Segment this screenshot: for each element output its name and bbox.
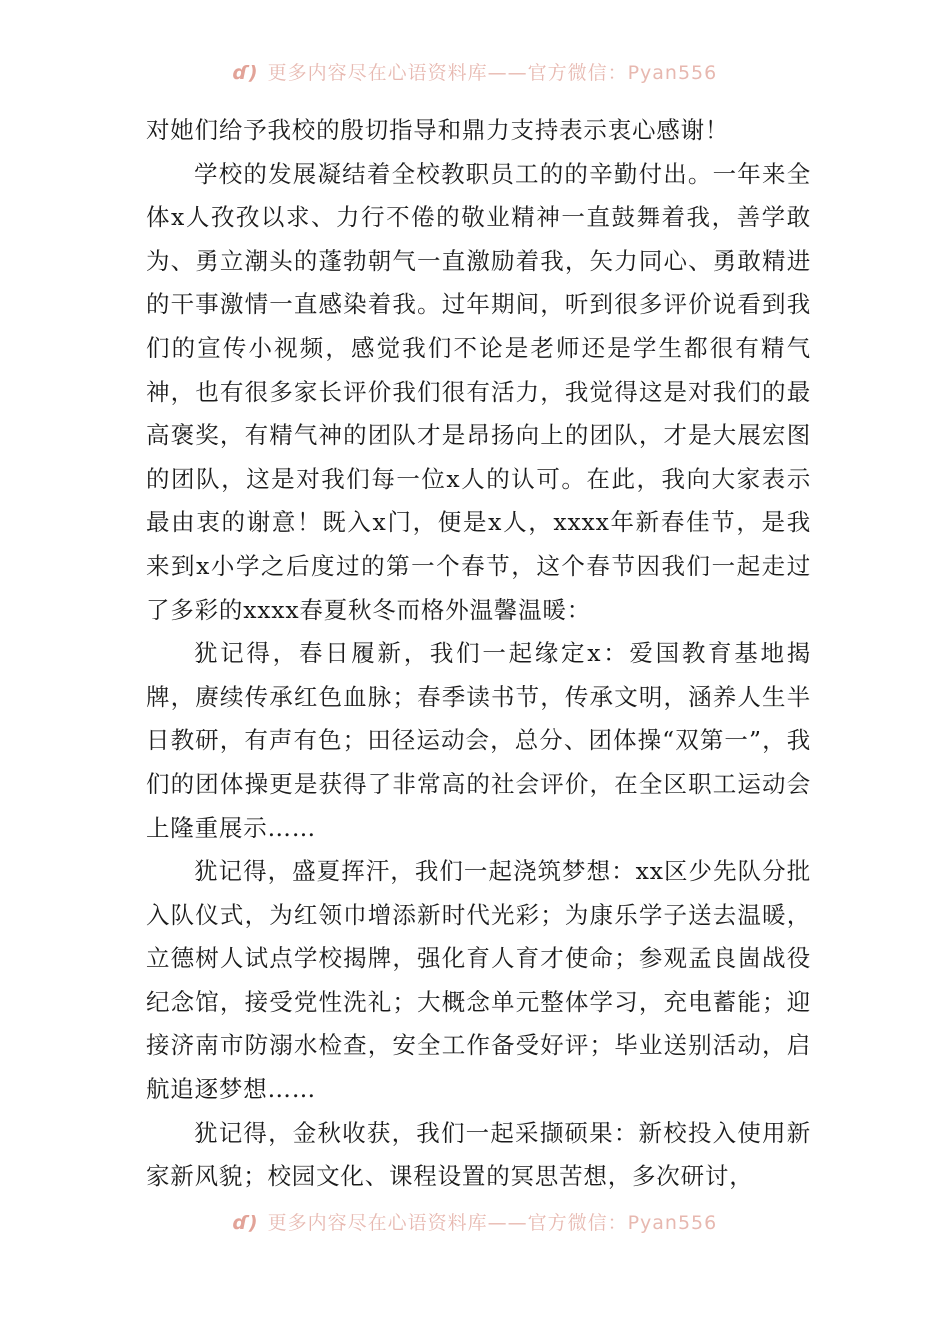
paragraph-2: 学校的发展凝结着全校教职员工的的辛勤付出。一年来全体x人孜孜以求、力行不倦的敬业精神一直鼓舞着我，善学敢为、勇立潮头的蓬勃朝气一直激励着我，矢力同心、勇敢精进的干事激情一直感染着我。过年期间，听到很多评价说看到我们的宣传小视频，感觉我们不论是老师还是学生都很有精气神，也有很多家长评价我们很有活力，我觉得这是对我们的最高褒奖，有精气神的团队才是昂扬向上的团队，才是大展宏图的团队，这是对我们每一位x人的认可。在此，我向大家表示最由衷的谢意！既入x门，便是x人，xxxx年新春佳节，是我来到x小学之后度过的第一个春节，这个春节因我们一起走过了多彩的xxxx春夏秋冬而格外温馨温暖： <box>146 159 811 624</box>
watermark-logo-icon: ɗ) <box>232 1212 259 1234</box>
paragraph-3: 犹记得，春日履新，我们一起缘定x：爱国教育基地揭牌，赓续传承红色血脉；春季读书节，传承文明，涵养人生半日教研，有声有色；田径运动会，总分、团体操“双第一”，我们的团体操更是获得了非常高的社会评价，在全区职工运动会上隆重展示…… <box>146 639 811 842</box>
watermark-text: 更多内容尽在心语资料库——官方微信：Pyan556 <box>267 62 718 84</box>
paragraph-5: 犹记得，金秋收获，我们一起采撷硕果：新校投入使用新家新风貌；校园文化、课程设置的冥思苦想，多次研讨， <box>146 1118 811 1191</box>
document-body <box>146 109 811 1199</box>
watermark-text: 更多内容尽在心语资料库——官方微信：Pyan556 <box>267 1212 718 1234</box>
watermark-logo-icon: ɗ) <box>232 62 259 84</box>
paragraph-1: 对她们给予我校的殷切指导和鼎力支持表示衷心感谢！ <box>146 116 730 144</box>
footer-watermark <box>0 1208 950 1235</box>
header-watermark <box>0 58 950 85</box>
paragraph-4: 犹记得，盛夏挥汗，我们一起浇筑梦想：xx区少先队分批入队仪式，为红领巾增添新时代光彩；为康乐学子送去温暖，立德树人试点学校揭牌，强化育人育才使命；参观孟良崮战役纪念馆，接受党性洗礼；大概念单元整体学习，充电蓄能；迎接济南市防溺水检查，安全工作备受好评；毕业送别活动，启航追逐梦想…… <box>146 857 811 1104</box>
